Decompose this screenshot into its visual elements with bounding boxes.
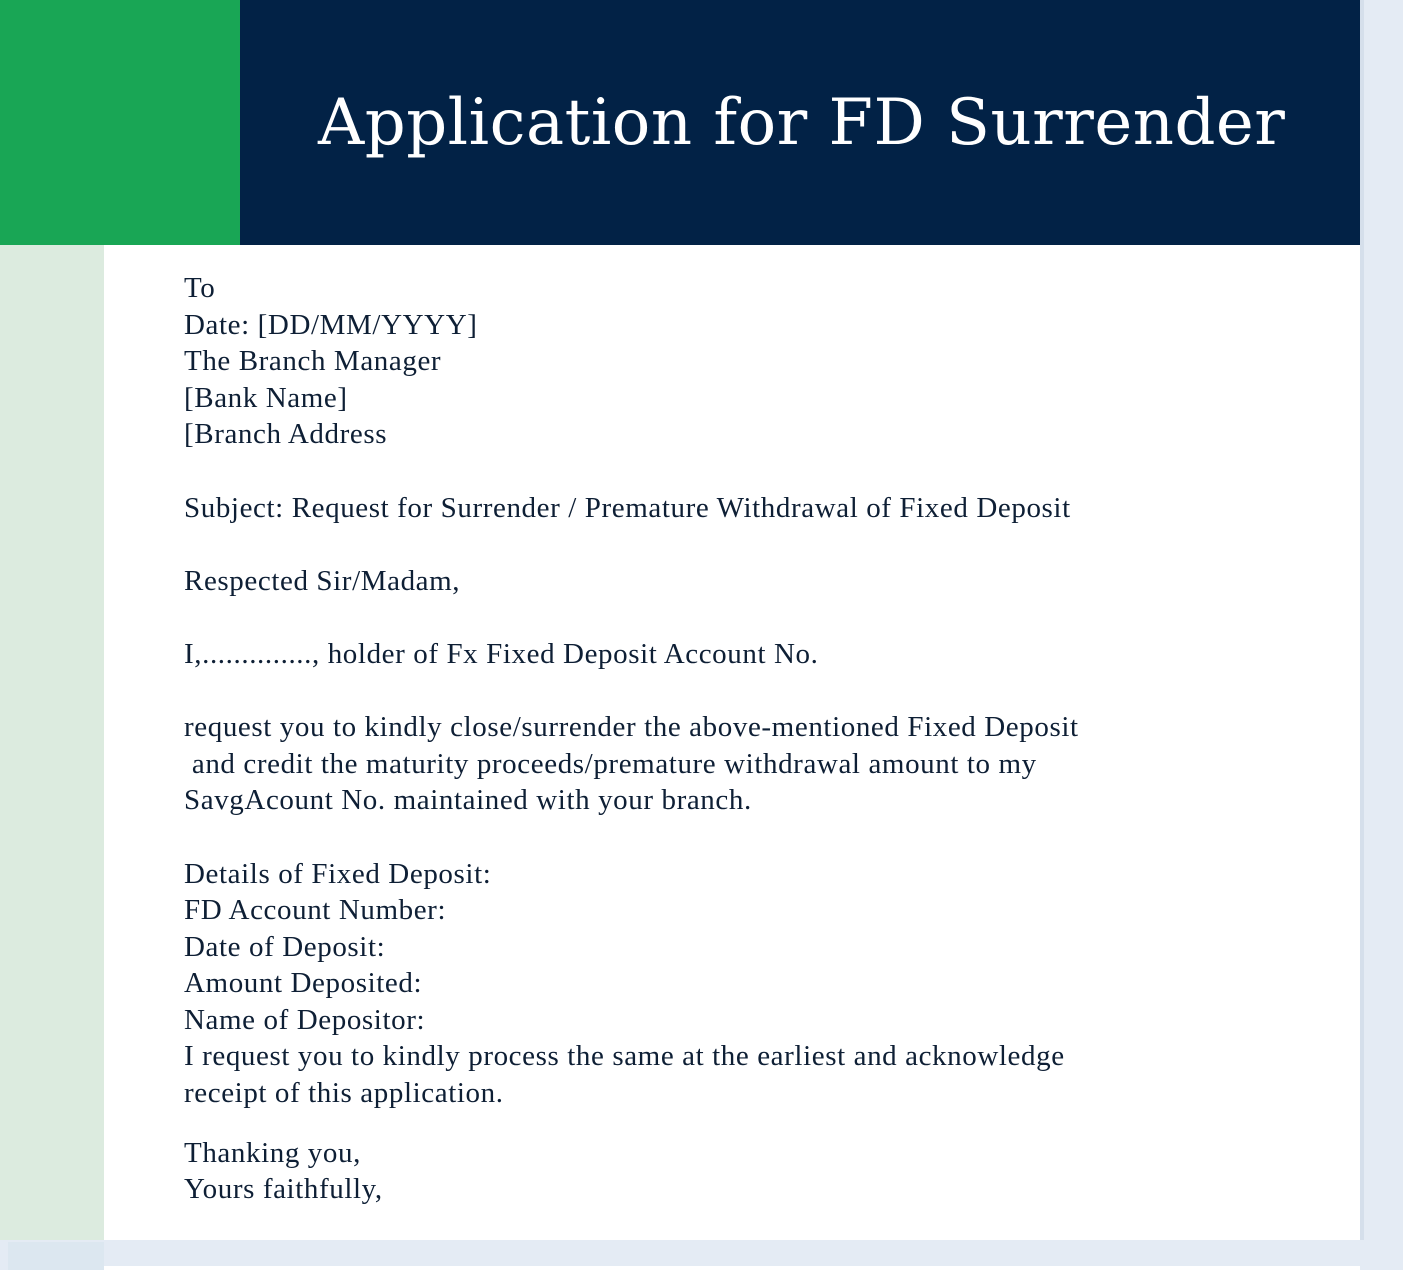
subject-line: Subject: Request for Surrender / Premature Withdrawal of Fixed Deposit bbox=[184, 491, 1071, 524]
bottom-accent-strip bbox=[8, 1242, 104, 1270]
to-line: To bbox=[184, 272, 216, 304]
spacer bbox=[184, 526, 1294, 563]
request-line: SavgAcount No. maintained with your branch. bbox=[184, 784, 752, 817]
request-line: and credit the maturity proceeds/premature withdrawal amount to my bbox=[184, 747, 1037, 780]
request-line: request you to kindly close/surrender the above-mentioned Fixed Deposit bbox=[184, 711, 1079, 744]
page-edge-shadow bbox=[1360, 0, 1364, 1242]
thanks-line: Thanking you, bbox=[184, 1136, 361, 1169]
letter-body bbox=[184, 270, 1294, 1208]
left-accent-strip bbox=[0, 245, 104, 1240]
salutation-line: Respected Sir/Madam, bbox=[184, 564, 461, 597]
spacer bbox=[184, 453, 1294, 490]
closing-request-line: I request you to kindly process the same at the earliest and acknowledge bbox=[184, 1040, 1065, 1073]
branch-address-line: [Branch Address bbox=[184, 418, 388, 451]
spacer bbox=[184, 1112, 1294, 1135]
sign-off-line: Yours faithfully, bbox=[184, 1173, 383, 1206]
spacer bbox=[184, 673, 1294, 710]
bank-name-line: [Bank Name] bbox=[184, 381, 348, 414]
detail-date-of-deposit: Date of Deposit: bbox=[184, 930, 386, 963]
spacer bbox=[184, 599, 1294, 636]
intro-line: I,.............., holder of Fx Fixed Deposit Account No. bbox=[184, 637, 819, 670]
closing-request-line: receipt of this application. bbox=[184, 1077, 504, 1110]
recipient-line: The Branch Manager bbox=[184, 345, 442, 378]
date-line: Date: [DD/MM/YYYY] bbox=[184, 308, 478, 341]
detail-name-of-depositor: Name of Depositor: bbox=[184, 1003, 426, 1036]
spacer bbox=[184, 819, 1294, 856]
next-page-edge bbox=[104, 1266, 1360, 1270]
header-banner bbox=[240, 0, 1360, 245]
header-green-block bbox=[0, 0, 240, 245]
detail-fd-account-number: FD Account Number: bbox=[184, 894, 447, 927]
details-heading: Details of Fixed Deposit: bbox=[184, 857, 492, 890]
page-title: Application for FD Surrender bbox=[318, 86, 1286, 160]
detail-amount-deposited: Amount Deposited: bbox=[184, 967, 423, 1000]
